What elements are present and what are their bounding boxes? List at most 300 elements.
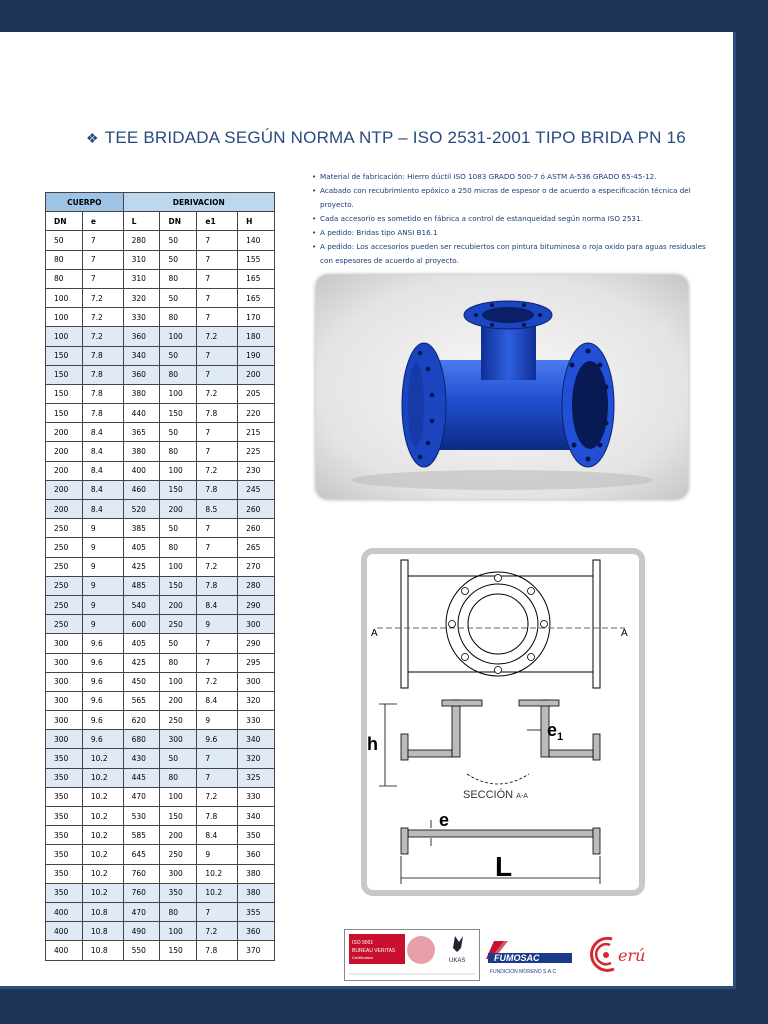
table-cell: 250 — [46, 576, 83, 595]
table-row — [46, 423, 275, 442]
note-item: • A pedido: Bridas tipo ANSI B16.1 — [312, 226, 712, 240]
table-row — [46, 787, 275, 806]
table-cell: 250 — [46, 557, 83, 576]
group-header-derivacion: DERIVACION — [123, 193, 274, 212]
svg-text:FUMOSAC: FUMOSAC — [494, 953, 540, 963]
table-cell: 295 — [238, 653, 275, 672]
table-cell: 250 — [160, 845, 197, 864]
table-cell: 7 — [197, 749, 238, 768]
table-cell: 9 — [82, 519, 123, 538]
table-cell: 150 — [46, 384, 83, 403]
table-cell: 565 — [123, 691, 160, 710]
table-cell: 300 — [46, 711, 83, 730]
table-cell: 460 — [123, 480, 160, 499]
table-cell: 200 — [238, 365, 275, 384]
table-cell: 100 — [46, 327, 83, 346]
table-row — [46, 442, 275, 461]
table-cell: 80 — [160, 902, 197, 921]
table-row — [46, 902, 275, 921]
table-cell: 405 — [123, 634, 160, 653]
column-header: DN — [160, 212, 197, 231]
table-row — [46, 711, 275, 730]
table-cell: 250 — [160, 711, 197, 730]
table-cell: 10.8 — [82, 922, 123, 941]
table-cell: 340 — [238, 730, 275, 749]
table-cell: 200 — [46, 423, 83, 442]
table-cell: 250 — [160, 615, 197, 634]
table-cell: 370 — [238, 941, 275, 960]
table-cell: 7 — [82, 250, 123, 269]
table-row — [46, 730, 275, 749]
table-row — [46, 864, 275, 883]
table-cell: 380 — [238, 883, 275, 902]
technical-drawing — [361, 548, 645, 896]
table-cell: 225 — [238, 442, 275, 461]
table-cell: 520 — [123, 500, 160, 519]
table-row — [46, 557, 275, 576]
table-cell: 450 — [123, 672, 160, 691]
table-cell: 200 — [46, 461, 83, 480]
table-cell: 9 — [82, 595, 123, 614]
table-cell: 80 — [160, 269, 197, 288]
table-cell: 265 — [238, 538, 275, 557]
table-cell: 260 — [238, 500, 275, 519]
table-cell: 9.6 — [82, 730, 123, 749]
table-row — [46, 538, 275, 557]
table-cell: 7.2 — [197, 787, 238, 806]
table-row — [46, 941, 275, 960]
table-cell: 340 — [238, 807, 275, 826]
table-cell: 485 — [123, 576, 160, 595]
table-cell: 250 — [46, 595, 83, 614]
table-cell: 7 — [197, 288, 238, 307]
table-cell: 150 — [160, 807, 197, 826]
table-cell: 9.6 — [82, 653, 123, 672]
table-cell: 7.8 — [197, 941, 238, 960]
table-cell: 80 — [46, 269, 83, 288]
table-cell: 200 — [46, 442, 83, 461]
table-cell: 300 — [238, 615, 275, 634]
peru-brand-logo — [590, 935, 666, 975]
table-cell: 140 — [238, 231, 275, 250]
table-cell: 680 — [123, 730, 160, 749]
table-cell: 350 — [46, 845, 83, 864]
table-cell: 280 — [123, 231, 160, 250]
table-cell: 540 — [123, 595, 160, 614]
table-cell: 10.2 — [82, 845, 123, 864]
table-cell: 9.6 — [197, 730, 238, 749]
table-row — [46, 845, 275, 864]
table-cell: 9.6 — [82, 711, 123, 730]
table-cell: 100 — [160, 461, 197, 480]
table-cell: 9.6 — [82, 634, 123, 653]
column-header: e — [82, 212, 123, 231]
table-cell: 155 — [238, 250, 275, 269]
table-cell: 9.6 — [82, 672, 123, 691]
table-cell: 380 — [123, 384, 160, 403]
table-row — [46, 308, 275, 327]
table-cell: 7.2 — [197, 327, 238, 346]
table-cell: 320 — [238, 749, 275, 768]
table-cell: 300 — [46, 653, 83, 672]
table-cell: 9 — [197, 711, 238, 730]
table-cell: 180 — [238, 327, 275, 346]
table-cell: 150 — [46, 346, 83, 365]
table-cell: 100 — [160, 672, 197, 691]
table-cell: 205 — [238, 384, 275, 403]
table-cell: 7 — [197, 346, 238, 365]
table-cell: 7 — [82, 269, 123, 288]
table-row — [46, 480, 275, 499]
svg-text:UKAS: UKAS — [449, 958, 466, 964]
table-cell: 7.8 — [82, 404, 123, 423]
table-cell: 360 — [123, 327, 160, 346]
table-cell: 280 — [238, 576, 275, 595]
table-row — [46, 615, 275, 634]
table-cell: 350 — [238, 826, 275, 845]
table-cell: 490 — [123, 922, 160, 941]
table-cell: 290 — [238, 595, 275, 614]
table-cell: 380 — [123, 442, 160, 461]
table-cell: 350 — [160, 883, 197, 902]
table-cell: 7.2 — [197, 384, 238, 403]
table-cell: 7.2 — [197, 557, 238, 576]
table-cell: 350 — [46, 883, 83, 902]
table-cell: 10.2 — [82, 749, 123, 768]
table-row — [46, 231, 275, 250]
table-row — [46, 807, 275, 826]
table-cell: 400 — [46, 902, 83, 921]
table-cell: 50 — [160, 288, 197, 307]
table-row — [46, 922, 275, 941]
table-cell: 80 — [160, 538, 197, 557]
page-title — [86, 128, 726, 148]
table-cell: 8.4 — [82, 423, 123, 442]
table-cell: 300 — [46, 672, 83, 691]
label-e: e — [439, 810, 450, 830]
table-cell: 340 — [123, 346, 160, 365]
table-row — [46, 519, 275, 538]
table-cell: 150 — [160, 480, 197, 499]
table-cell: 330 — [238, 711, 275, 730]
table-cell: 300 — [238, 672, 275, 691]
table-cell: 245 — [238, 480, 275, 499]
table-row — [46, 672, 275, 691]
table-cell: 8.4 — [197, 691, 238, 710]
table-cell: 645 — [123, 845, 160, 864]
column-header: L — [123, 212, 160, 231]
table-cell: 80 — [160, 653, 197, 672]
table-cell: 620 — [123, 711, 160, 730]
table-cell: 80 — [160, 308, 197, 327]
table-cell: 7 — [197, 423, 238, 442]
table-cell: 200 — [160, 691, 197, 710]
table-cell: 50 — [160, 423, 197, 442]
table-cell: 100 — [46, 308, 83, 327]
table-cell: 9 — [197, 615, 238, 634]
table-cell: 355 — [238, 902, 275, 921]
table-cell: 250 — [46, 519, 83, 538]
table-cell: 7.2 — [197, 672, 238, 691]
table-cell: 310 — [123, 250, 160, 269]
table-cell: 190 — [238, 346, 275, 365]
table-row — [46, 691, 275, 710]
table-cell: 9 — [197, 845, 238, 864]
column-header: e1 — [197, 212, 238, 231]
table-cell: 7.8 — [82, 384, 123, 403]
table-cell: 100 — [160, 327, 197, 346]
group-header-cuerpo: CUERPO — [46, 193, 124, 212]
table-cell: 8.4 — [82, 480, 123, 499]
table-cell: 7.8 — [197, 576, 238, 595]
table-cell: 400 — [46, 922, 83, 941]
section-label: SECCIÓN A-A — [463, 789, 528, 801]
bureau-veritas-logo — [344, 929, 480, 981]
table-cell: 300 — [46, 634, 83, 653]
fumosac-logo — [486, 937, 576, 983]
table-cell: 80 — [160, 768, 197, 787]
table-cell: 600 — [123, 615, 160, 634]
note-item: • Cada accesorio es sometido en fábrica a control de estanqueidad según norma ISO 2531. — [312, 212, 712, 226]
table-cell: 7 — [197, 308, 238, 327]
svg-text:BUREAU VERITAS: BUREAU VERITAS — [352, 948, 396, 954]
section-mark-right: A — [621, 628, 628, 639]
column-header: H — [238, 212, 275, 231]
table-cell: 80 — [160, 442, 197, 461]
table-cell: 360 — [123, 365, 160, 384]
table-cell: 430 — [123, 749, 160, 768]
table-cell: 150 — [160, 404, 197, 423]
label-L: L — [495, 851, 513, 882]
certification-logos — [340, 925, 680, 985]
note-item: • A pedido: Los accesorios pueden ser recubiertos con pintura bituminosa o roja oxido para aguas residuales con espesores de acuerdo al proyecto. — [312, 240, 712, 268]
table-cell: 100 — [160, 787, 197, 806]
table-cell: 200 — [160, 826, 197, 845]
table-cell: 300 — [160, 864, 197, 883]
table-cell: 9.6 — [82, 691, 123, 710]
table-cell: 7 — [197, 250, 238, 269]
table-cell: 50 — [46, 231, 83, 250]
table-cell: 7 — [197, 768, 238, 787]
table-cell: 400 — [123, 461, 160, 480]
table-cell: 10.2 — [82, 807, 123, 826]
table-cell: 440 — [123, 404, 160, 423]
table-cell: 10.2 — [82, 787, 123, 806]
table-cell: 200 — [160, 500, 197, 519]
table-cell: 7 — [197, 269, 238, 288]
table-cell: 8.4 — [197, 595, 238, 614]
table-cell: 100 — [46, 288, 83, 307]
table-cell: 550 — [123, 941, 160, 960]
table-cell: 8.4 — [82, 500, 123, 519]
table-row — [46, 404, 275, 423]
table-cell: 405 — [123, 538, 160, 557]
table-cell: 365 — [123, 423, 160, 442]
table-cell: 150 — [160, 576, 197, 595]
table-cell: 300 — [46, 730, 83, 749]
table-cell: 50 — [160, 346, 197, 365]
table-cell: 50 — [160, 634, 197, 653]
table-row — [46, 634, 275, 653]
table-row — [46, 269, 275, 288]
svg-text:Certification: Certification — [352, 955, 374, 960]
table-row — [46, 365, 275, 384]
table-cell: 350 — [46, 749, 83, 768]
table-cell: 350 — [46, 864, 83, 883]
column-header: DN — [46, 212, 83, 231]
note-item: • Acabado con recubrimiento epóxico a 250 micras de espesor o de acuerdo a especificación técnica del proyecto. — [312, 184, 712, 212]
tee-section-diagram — [367, 554, 639, 890]
table-cell: 10.2 — [82, 883, 123, 902]
table-row — [46, 384, 275, 403]
svg-text:erú: erú — [618, 946, 646, 965]
table-cell: 100 — [160, 922, 197, 941]
svg-text:ISO 9001: ISO 9001 — [352, 940, 374, 946]
table-cell: 7.2 — [82, 327, 123, 346]
table-cell: 150 — [46, 365, 83, 384]
table-cell: 7 — [197, 365, 238, 384]
table-cell: 260 — [238, 519, 275, 538]
note-item: • Material de fabricación: Hierro dúctil ISO 1083 GRADO 500-7 ó ASTM A-536 GRADO 65-45-12. — [312, 170, 712, 184]
table-cell: 7.8 — [197, 404, 238, 423]
table-cell: 215 — [238, 423, 275, 442]
table-cell: 350 — [46, 787, 83, 806]
table-cell: 9 — [82, 576, 123, 595]
table-cell: 10.2 — [82, 768, 123, 787]
table-cell: 300 — [46, 691, 83, 710]
table-cell: 360 — [238, 922, 275, 941]
table-cell: 10.2 — [82, 826, 123, 845]
table-row — [46, 768, 275, 787]
table-row — [46, 576, 275, 595]
title-text: TEE BRIDADA SEGÚN NORMA NTP – ISO 2531-2001 TIPO BRIDA PN 16 — [104, 128, 686, 147]
table-cell: 325 — [238, 768, 275, 787]
table-cell: 8.4 — [82, 442, 123, 461]
table-cell: 385 — [123, 519, 160, 538]
table-cell: 80 — [46, 250, 83, 269]
table-cell: 50 — [160, 519, 197, 538]
table-cell: 530 — [123, 807, 160, 826]
product-photo — [316, 275, 688, 499]
table-cell: 9 — [82, 615, 123, 634]
table-cell: 7.8 — [82, 346, 123, 365]
table-row — [46, 461, 275, 480]
table-cell: 80 — [160, 365, 197, 384]
table-cell: 200 — [46, 500, 83, 519]
table-cell: 9 — [82, 538, 123, 557]
table-cell: 220 — [238, 404, 275, 423]
table-cell: 10.2 — [197, 864, 238, 883]
table-cell: 400 — [46, 941, 83, 960]
table-cell: 50 — [160, 231, 197, 250]
table-cell: 10.2 — [82, 864, 123, 883]
table-cell: 7.8 — [197, 480, 238, 499]
table-cell: 350 — [46, 826, 83, 845]
table-cell: 7 — [197, 902, 238, 921]
table-cell: 7.2 — [82, 288, 123, 307]
table-cell: 270 — [238, 557, 275, 576]
table-cell: 7 — [197, 519, 238, 538]
table-cell: 330 — [123, 308, 160, 327]
table-cell: 760 — [123, 864, 160, 883]
table-cell: 165 — [238, 269, 275, 288]
table-row — [46, 250, 275, 269]
table-cell: 100 — [160, 557, 197, 576]
document-page — [0, 32, 736, 989]
table-cell: 150 — [160, 941, 197, 960]
table-cell: 7.8 — [82, 365, 123, 384]
label-h: h — [367, 734, 378, 754]
table-cell: 230 — [238, 461, 275, 480]
table-row — [46, 346, 275, 365]
table-cell: 380 — [238, 864, 275, 883]
table-row — [46, 288, 275, 307]
table-cell: 7 — [197, 538, 238, 557]
table-cell: 150 — [46, 404, 83, 423]
table-cell: 445 — [123, 768, 160, 787]
table-row — [46, 500, 275, 519]
table-row — [46, 749, 275, 768]
table-row — [46, 653, 275, 672]
table-cell: 320 — [123, 288, 160, 307]
label-e1: $e_1$ — [547, 720, 564, 743]
dimensions-table — [45, 192, 275, 961]
table-cell: 7 — [197, 634, 238, 653]
table-cell: 10.8 — [82, 902, 123, 921]
table-row — [46, 595, 275, 614]
table-cell: 320 — [238, 691, 275, 710]
svg-text:FUNDICION MORENO S.A.C: FUNDICION MORENO S.A.C — [490, 969, 557, 975]
table-cell: 425 — [123, 557, 160, 576]
tee-fitting-illustration — [316, 275, 688, 499]
table-cell: 330 — [238, 787, 275, 806]
table-cell: 8.4 — [82, 461, 123, 480]
table-cell: 7 — [197, 442, 238, 461]
table-cell: 250 — [46, 538, 83, 557]
table-row — [46, 883, 275, 902]
table-cell: 50 — [160, 749, 197, 768]
table-cell: 7 — [197, 231, 238, 250]
table-cell: 585 — [123, 826, 160, 845]
table-cell: 360 — [238, 845, 275, 864]
table-cell: 7.2 — [82, 308, 123, 327]
table-cell: 7.8 — [197, 807, 238, 826]
table-cell: 290 — [238, 634, 275, 653]
table-cell: 470 — [123, 787, 160, 806]
table-cell: 100 — [160, 384, 197, 403]
table-cell: 200 — [160, 595, 197, 614]
table-cell: 425 — [123, 653, 160, 672]
table-cell: 165 — [238, 288, 275, 307]
table-cell: 8.5 — [197, 500, 238, 519]
table-cell: 7.2 — [197, 922, 238, 941]
table-cell: 310 — [123, 269, 160, 288]
specification-notes — [312, 170, 712, 268]
section-mark-left: A — [371, 628, 378, 639]
table-cell: 300 — [160, 730, 197, 749]
table-cell: 200 — [46, 480, 83, 499]
table-cell: 7 — [197, 653, 238, 672]
table-row — [46, 327, 275, 346]
table-cell: 760 — [123, 883, 160, 902]
table-cell: 350 — [46, 807, 83, 826]
diamond-bullet-icon: ❖ — [86, 130, 99, 146]
table-cell: 8.4 — [197, 826, 238, 845]
table-cell: 470 — [123, 902, 160, 921]
table-cell: 9 — [82, 557, 123, 576]
table-cell: 7.2 — [197, 461, 238, 480]
table-row — [46, 826, 275, 845]
